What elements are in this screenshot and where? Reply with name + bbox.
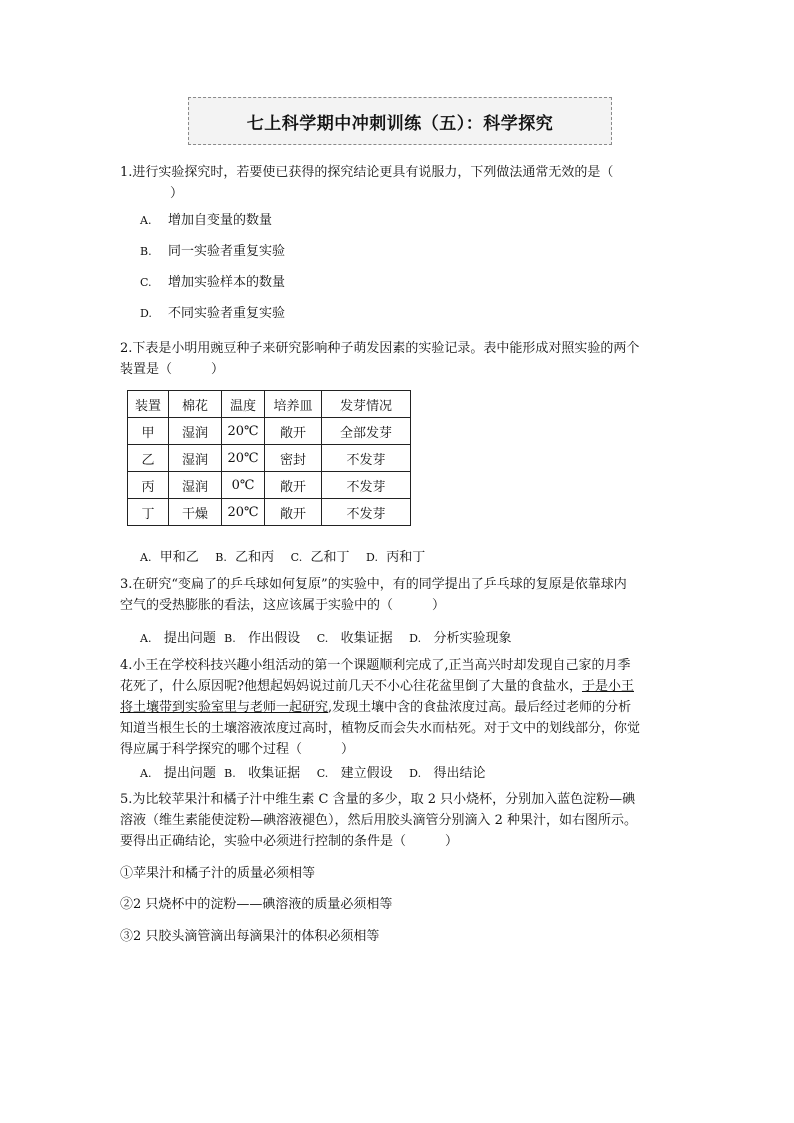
- question-4-line-4: 知道当根生长的土壤溶液浓度过高时，植物反而会失水而枯死。对于文中的划线部分，你觉: [120, 721, 641, 736]
- table-cell: 湿润: [169, 472, 222, 499]
- question-4-stem: [120, 655, 680, 760]
- table-header-cell: 发芽情况: [322, 391, 411, 418]
- table-cell: 丁: [128, 499, 169, 526]
- question-4-line-1: 4.小王在学校科技兴趣小组活动的第一个课题顺利完成了,正当高兴时却发现自己家的月季: [120, 658, 631, 673]
- question-3-option-c: C. 收集证据: [316, 631, 393, 646]
- table-cell: 密封: [265, 445, 322, 472]
- question-4-options: [140, 762, 486, 781]
- question-4-option-a: A. 提出问题: [140, 766, 216, 781]
- question-1-option-a: A. 增加自变量的数量: [140, 213, 273, 228]
- question-5-line-2: 溶液（维生素能使淀粉—碘溶液褪色），然后用胶头滴管分别滴入 2 种果汁，如右图所示。: [120, 813, 638, 828]
- page-title: 七上科学期中冲刺训练（五）：科学探究: [246, 113, 554, 134]
- question-2-option-d: D. 丙和丁: [366, 550, 426, 565]
- table-cell: 甲: [128, 418, 169, 445]
- table-cell: 丙: [128, 472, 169, 499]
- question-5-condition-3: ③2 只胶头滴管滴出每滴果汁的体积必须相等: [120, 929, 380, 944]
- table-row: [128, 499, 411, 526]
- question-3-option-a: A. 提出问题: [140, 631, 216, 646]
- question-2-option-b: B. 乙和丙: [215, 550, 275, 565]
- question-3-line-2: 空气的受热膨胀的看法，这应该属于实验中的（ ）: [120, 598, 446, 613]
- question-4-underlined-part-1: 于是小王: [581, 679, 634, 694]
- table-cell: 湿润: [169, 418, 222, 445]
- question-1-line-1: 1.进行实验探究时，若要使已获得的探究结论更具有说服力，下列做法通常无效的是（: [120, 165, 614, 180]
- table-cell: 乙: [128, 445, 169, 472]
- question-3-options: [140, 627, 512, 646]
- table-row: [128, 445, 411, 472]
- question-1-option-b: B. 同一实验者重复实验: [140, 244, 286, 259]
- question-2-line-2: 装置是（ ）: [120, 362, 225, 377]
- question-4-option-c: C. 建立假设: [316, 766, 393, 781]
- table-cell: 0℃: [222, 472, 265, 499]
- table-cell: 敞开: [265, 472, 322, 499]
- question-5-line-3: 要得出正确结论，实验中必须进行控制的条件是（ ）: [120, 834, 459, 849]
- question-4-line-2: 花死了，什么原因呢?他想起妈妈说过前几天不小心往花盆里倒了大量的食盐水，于是小王: [120, 679, 634, 694]
- table-cell: 不发芽: [322, 445, 411, 472]
- table-header-cell: 装置: [128, 391, 169, 418]
- question-4-underlined-part-2: 将土壤带到实验室里与老师一起研究: [120, 700, 329, 715]
- question-3-line-1: 3.在研究“变扁了的乒乓球如何复原”的实验中，有的同学提出了乒乓球的复原是依靠球内: [120, 577, 627, 592]
- table-header-row: [128, 391, 411, 418]
- question-2-line-1: 2.下表是小明用豌豆种子来研究影响种子萌发因素的实验记录。表中能形成对照实验的两个: [120, 341, 640, 356]
- table-row: [128, 472, 411, 499]
- question-2-stem: [120, 338, 680, 380]
- question-5-line-1: 5.为比较苹果汁和橘子汁中维生素 C 含量的多少，取 2 只小烧杯，分别加入蓝色淀粉—碘: [120, 792, 636, 807]
- question-5-condition-2: ②2 只烧杯中的淀粉——碘溶液的质量必须相等: [120, 897, 393, 912]
- table-cell: 20℃: [222, 445, 265, 472]
- table-cell: 干燥: [169, 499, 222, 526]
- question-1-option-d: D. 不同实验者重复实验: [140, 306, 286, 321]
- question-1-option-c: C. 增加实验样本的数量: [140, 275, 286, 290]
- question-5-stem: [120, 789, 680, 852]
- experiment-table: [127, 390, 411, 526]
- question-3-option-b: B. 作出假设: [224, 631, 301, 646]
- question-1-stem: [120, 162, 680, 204]
- table-header-cell: 温度: [222, 391, 265, 418]
- question-3-option-d: D. 分析实验现象: [409, 631, 512, 646]
- table-cell: 20℃: [222, 499, 265, 526]
- table-cell: 敞开: [265, 418, 322, 445]
- table-cell: 敞开: [265, 499, 322, 526]
- table-cell: 不发芽: [322, 472, 411, 499]
- question-5-condition-1: ①苹果汁和橘子汁的质量必须相等: [120, 866, 316, 881]
- title-box: [188, 97, 612, 145]
- question-4-line-5: 得应属于科学探究的哪个过程（ ）: [120, 742, 355, 757]
- table-cell: 全部发芽: [322, 418, 411, 445]
- question-3-stem: [120, 574, 680, 616]
- table-cell: 不发芽: [322, 499, 411, 526]
- table-row: [128, 418, 411, 445]
- question-4-line-3: 将土壤带到实验室里与老师一起研究,发现土壤中含的食盐浓度过高。最后经过老师的分析: [120, 700, 632, 715]
- table-header-cell: 棉花: [169, 391, 222, 418]
- table-cell: 湿润: [169, 445, 222, 472]
- question-2-option-a: A. 甲和乙: [140, 550, 199, 565]
- table-cell: 20℃: [222, 418, 265, 445]
- question-1-line-2: ）: [170, 186, 184, 201]
- question-4-option-b: B. 收集证据: [224, 766, 301, 781]
- question-2-options: [140, 546, 425, 565]
- table-header-cell: 培养皿: [265, 391, 322, 418]
- question-4-option-d: D. 得出结论: [409, 766, 486, 781]
- question-2-option-c: C. 乙和丁: [290, 550, 350, 565]
